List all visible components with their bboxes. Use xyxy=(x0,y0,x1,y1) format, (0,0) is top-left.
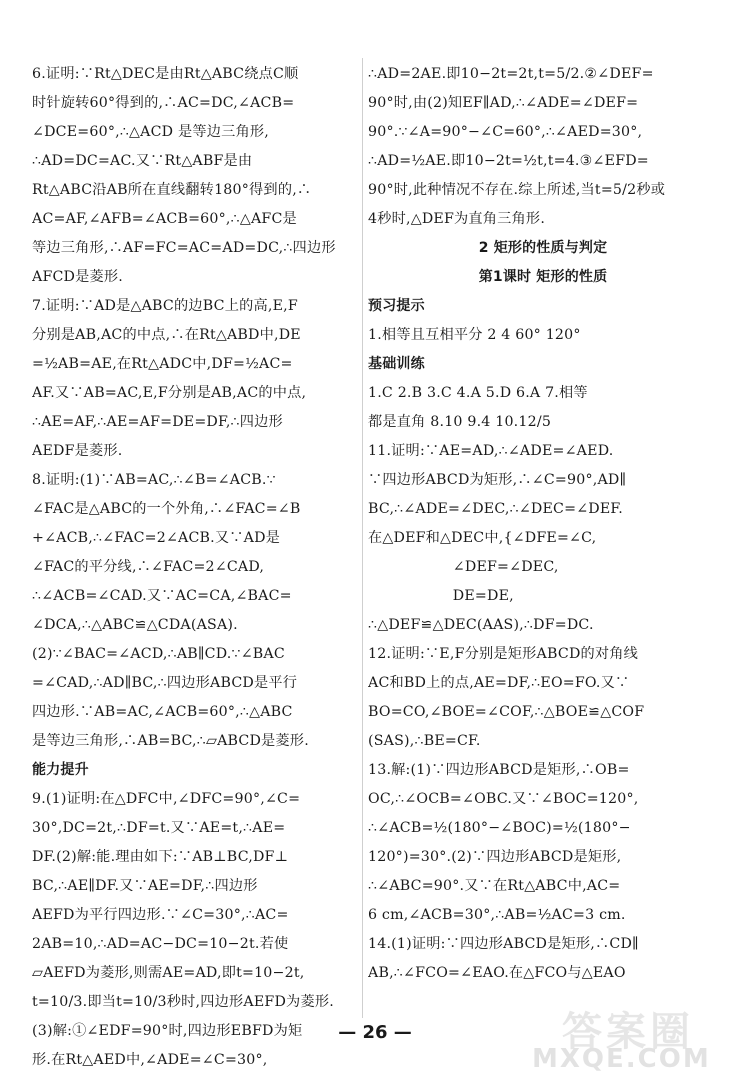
text-line: 形.在Rt△AED中,∠ADE=∠C=30°, xyxy=(32,1052,268,1068)
text-line: DF.(2)解:能.理由如下:∵AB⊥BC,DF⊥ xyxy=(32,849,289,865)
text-line: AC和BD上的点,AE=DF,∴EO=FO.又∵ xyxy=(368,675,630,691)
column-divider xyxy=(362,58,363,1018)
text-line: 30°,DC=2t,∴DF=t.又∵AE=t,∴AE= xyxy=(32,820,286,836)
text-line: 分别是AB,AC的中点,∴在Rt△ABD中,DE xyxy=(32,327,301,343)
right-column xyxy=(368,60,718,988)
section-heading-basic: 基础训练 xyxy=(368,356,425,372)
text-line: (3)解:①∠EDF=90°时,四边形EBFD为矩 xyxy=(32,1023,303,1039)
text-line: =½AB=AE,在Rt△ADC中,DF=½AC= xyxy=(32,356,293,372)
text-line: BC,∴AE∥DF.又∵AE=DF,∴四边形 xyxy=(32,878,258,894)
text-line: 8.证明:(1)∵AB=AC,∴∠B=∠ACB.∵ xyxy=(32,472,276,488)
text-line: AEFD为平行四边形.∵∠C=30°,∴AC= xyxy=(32,907,289,923)
text-line: ∵四边形ABCD为矩形,∴∠C=90°,AD∥ xyxy=(368,472,627,488)
text-line: 是等边三角形,∴AB=BC,∴▱ABCD是菱形. xyxy=(32,733,309,749)
text-line: 4秒时,△DEF为直角三角形. xyxy=(368,211,546,227)
text-line: (SAS),∴BE=CF. xyxy=(368,733,481,749)
watermark-logo: 答案圈 xyxy=(562,1009,694,1055)
text-line: 都是直角 8.10 9.4 10.12/5 xyxy=(368,414,552,430)
text-line: 7.证明:∵AD是△ABC的边BC上的高,E,F xyxy=(32,298,298,314)
text-line: ∴∠ACB=∠CAD.又∵AC=CA,∠BAC= xyxy=(32,588,292,604)
text-line: 9.(1)证明:在△DFC中,∠DFC=90°,∠C= xyxy=(32,791,301,807)
text-line: 等边三角形,∴AF=FC=AC=AD=DC,∴四边形 xyxy=(32,240,336,256)
text-line: 14.(1)证明:∵四边形ABCD是矩形,∴CD∥ xyxy=(368,936,639,952)
text-line: 90°时,由(2)知EF∥AD,∴∠ADE=∠DEF= xyxy=(368,95,639,111)
text-line: 13.解:(1)∵四边形ABCD是矩形,∴OB= xyxy=(368,762,630,778)
text-line: AEDF是菱形. xyxy=(32,443,123,459)
text-line: BC,∴∠ADE=∠DEC,∴∠DEC=∠DEF. xyxy=(368,501,623,517)
text-line: ∴AD=DC=AC.又∵Rt△ABF是由 xyxy=(32,153,253,169)
text-line: 6.证明:∵Rt△DEC是由Rt△ABC绕点C顺 xyxy=(32,66,299,82)
left-column xyxy=(32,60,362,1075)
text-line: 2AB=10,∴AD=AC−DC=10−2t.若使 xyxy=(32,936,289,952)
text-line: Rt△ABC沿AB所在直线翻转180°得到的,∴ xyxy=(32,182,312,198)
text-line: ∠FAC是△ABC的一个外角,∴∠FAC=∠B xyxy=(32,501,301,517)
watermark xyxy=(492,1000,742,1080)
text-line: ∴∠ACB=½(180°−∠BOC)=½(180°− xyxy=(368,820,631,836)
text-line: OC,∴∠OCB=∠OBC.又∵∠BOC=120°, xyxy=(368,791,639,807)
text-line: ∠DEF=∠DEC, xyxy=(368,559,559,575)
text-line: 90°时,此种情况不存在.综上所述,当t=5/2秒或 xyxy=(368,182,666,198)
text-line: 1.C 2.B 3.C 4.A 5.D 6.A 7.相等 xyxy=(368,385,588,401)
text-line: 120°)=30°.(2)∵四边形ABCD是矩形, xyxy=(368,849,622,865)
text-line: +∠ACB,∴∠FAC=2∠ACB.又∵AD是 xyxy=(32,530,281,546)
chapter-title: 2 矩形的性质与判定 xyxy=(478,240,608,256)
section-heading-ability: 能力提升 xyxy=(32,762,89,778)
text-line: ∠DCE=60°,∴△ACD 是等边三角形, xyxy=(32,124,269,140)
text-line: 90°.∵∠A=90°−∠C=60°,∴∠AED=30°, xyxy=(368,124,643,140)
preview-answers: 1.相等且互相平分 2 4 60° 120° xyxy=(368,327,581,343)
text-line: 6 cm,∠ACB=30°,∴AB=½AC=3 cm. xyxy=(368,907,626,923)
page-number: — 26 — xyxy=(338,1022,412,1043)
text-line: 12.证明:∵E,F分别是矩形ABCD的对角线 xyxy=(368,646,639,662)
text-line: (2)∵∠BAC=∠ACD,∴AB∥CD.∵∠BAC xyxy=(32,646,285,662)
lesson-title: 第1课时 矩形的性质 xyxy=(478,269,608,285)
text-line: 在△DEF和△DEC中,{∠DFE=∠C, xyxy=(368,530,597,546)
text-line: DE=DE, xyxy=(368,588,514,604)
watermark-url: MXQE.COM xyxy=(532,1044,711,1074)
text-line: ∴∠ABC=90°.又∵在Rt△ABC中,AC= xyxy=(368,878,621,894)
text-line: 11.证明:∵AE=AD,∴∠ADE=∠AED. xyxy=(368,443,614,459)
text-line: 时针旋转60°得到的,∴AC=DC,∠ACB= xyxy=(32,95,295,111)
text-line: AFCD是菱形. xyxy=(32,269,123,285)
text-line: 四边形.∵AB=AC,∠ACB=60°,∴△ABC xyxy=(32,704,293,720)
text-line: ∴AD=½AE.即10−2t=½t,t=4.③∠EFD= xyxy=(368,153,649,169)
text-line: ∴△DEF≌△DEC(AAS),∴DF=DC. xyxy=(368,617,594,633)
text-line: ∴AE=AF,∴AE=AF=DE=DF,∴四边形 xyxy=(32,414,283,430)
text-line: ∠DCA,∴△ABC≌△CDA(ASA). xyxy=(32,617,238,633)
text-line: ▱AEFD为菱形,则需AE=AD,即t=10−2t, xyxy=(32,965,305,981)
section-heading-preview: 预习提示 xyxy=(368,298,425,314)
text-line: AC=AF,∠AFB=∠ACB=60°,∴△AFC是 xyxy=(32,211,297,227)
text-line: t=10/3.即当t=10/3秒时,四边形AEFD为菱形. xyxy=(32,994,334,1010)
text-line: =∠CAD,∴AD∥BC,∴四边形ABCD是平行 xyxy=(32,675,298,691)
text-line: ∠FAC的平分线,∴∠FAC=2∠CAD, xyxy=(32,559,265,575)
text-line: BO=CO,∠BOE=∠COF,∴△BOE≌△COF xyxy=(368,704,645,720)
text-line: AF.又∵AB=AC,E,F分别是AB,AC的中点, xyxy=(32,385,307,401)
text-line: ∴AD=2AE.即10−2t=2t,t=5/2.②∠DEF= xyxy=(368,66,654,82)
text-line: AB,∴∠FCO=∠EAO.在△FCO与△EAO xyxy=(368,965,626,981)
